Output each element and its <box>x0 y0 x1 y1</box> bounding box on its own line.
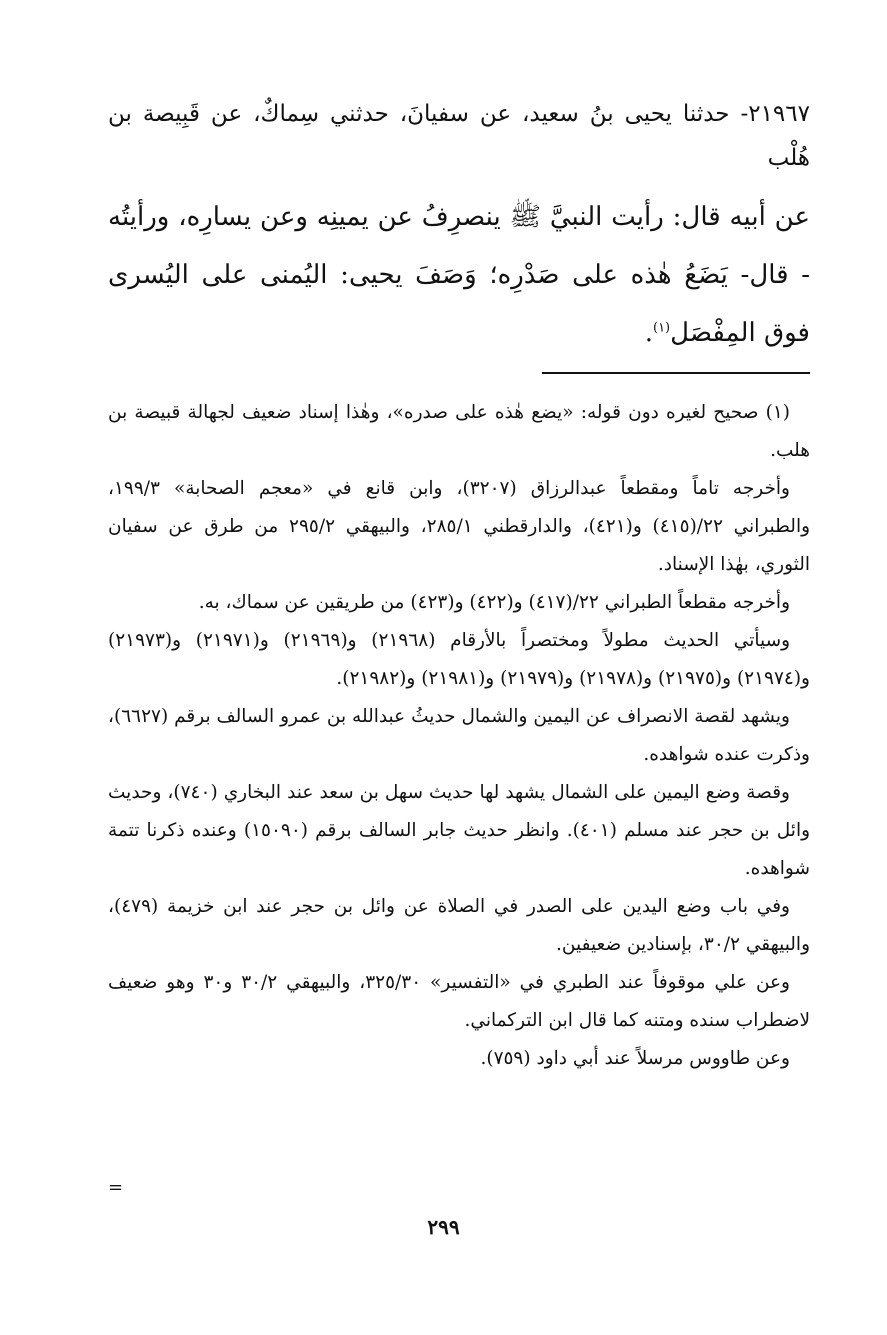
footnote-paragraph: وعن طاووس مرسلاً عند أبي داود (٧٥٩). <box>480 1048 790 1069</box>
footnote-paragraph: وأخرجه مقطعاً الطبراني ٢٢/(٤١٧) و(٤٢٢) و(٤٢٣) من طريقين عن سماك، به. <box>198 592 790 613</box>
footnote-paragraph: ويشهد لقصة الانصراف عن اليمين والشمال حديثُ عبدالله بن عمرو السالف برقم (٦٦٢٧)، وذكرت عنده شواهده. <box>108 706 810 765</box>
page-body <box>108 92 810 1078</box>
footnote-paragraph: وعن علي موقوفاً عند الطبري في «التفسير» ٣٢٥/٣٠، والبيهقي ٣٠/٢ و٣٠ وهو ضعيف لاضطراب سنده ومتنه كما قال ابن التركماني. <box>108 972 810 1031</box>
footnote-paragraph: وأخرجه تاماً ومقطعاً عبدالرزاق (٣٢٠٧)، وابن قانع في «معجم الصحابة» ١٩٩/٣، والطبراني ٢٢/(٤١٥) و(٤٢١)، والدارقطني ٢٨٥/١، والبيهقي ٢٩٥/٢ من طرق عن سفيان الثوري، بهٰذا الإسناد. <box>108 478 811 575</box>
footnote-paragraph: وفي باب وضع اليدين على الصدر في الصلاة عن وائل بن حجر عند ابن خزيمة (٤٧٩)، والبيهقي ٣٠/٢، بإسنادين ضعيفين. <box>108 896 810 955</box>
footnote-paragraph: وقصة وضع اليمين على الشمال يشهد لها حديث سهل بن سعد عند البخاري (٧٤٠)، وحديث وائل بن حجر عند مسلم (٤٠١). وانظر حديث جابر السالف برقم (١٥٠٩٠) وعنده ذكرنا تتمة شواهده. <box>108 782 811 879</box>
hadith-matn <box>108 188 810 362</box>
footnote-paragraph: وسيأتي الحديث مطولاً ومختصراً بالأرقام (٢١٩٦٨) و(٢١٩٦٩) و(٢١٩٧١) و(٢١٩٧٣) و(٢١٩٧٤) و(٢١٩٧٥) و(٢١٩٧٨) و(٢١٩٧٩) و(٢١٩٨١) و(٢١٩٨٢). <box>108 630 810 689</box>
hadith-matn-end: . <box>644 318 653 348</box>
footnote-reference-1[interactable]: (١) <box>652 320 671 336</box>
page-number: ٢٩٩ <box>427 1215 460 1239</box>
hadith-isnad: ٢١٩٦٧- حدثنا يحيى بنُ سعيد، عن سفيانَ، حدثني سِماكٌ، عن قَبِيصة بن هُلْب <box>108 101 810 171</box>
footnote-paragraph: (١) صحيح لغيره دون قوله: «يضع هٰذه على صدره»، وهٰذا إسناد ضعيف لجهالة قبيصة بن هلب. <box>108 402 810 461</box>
footnote-divider <box>542 372 810 374</box>
hadith-matn-text: عن أبيه قال: رأيت النبيَّ ﷺ ينصرِفُ عن يمينِه وعن يسارِه، ورأيتُه - قال- يَضَعُ هٰذه على صَدْرِه؛ وَصَفَ يحيى: اليُمنى على اليُسرى فوق المِفْصَل <box>108 202 810 348</box>
continuation-mark: = <box>108 1177 124 1198</box>
footnotes-section <box>108 394 810 1078</box>
